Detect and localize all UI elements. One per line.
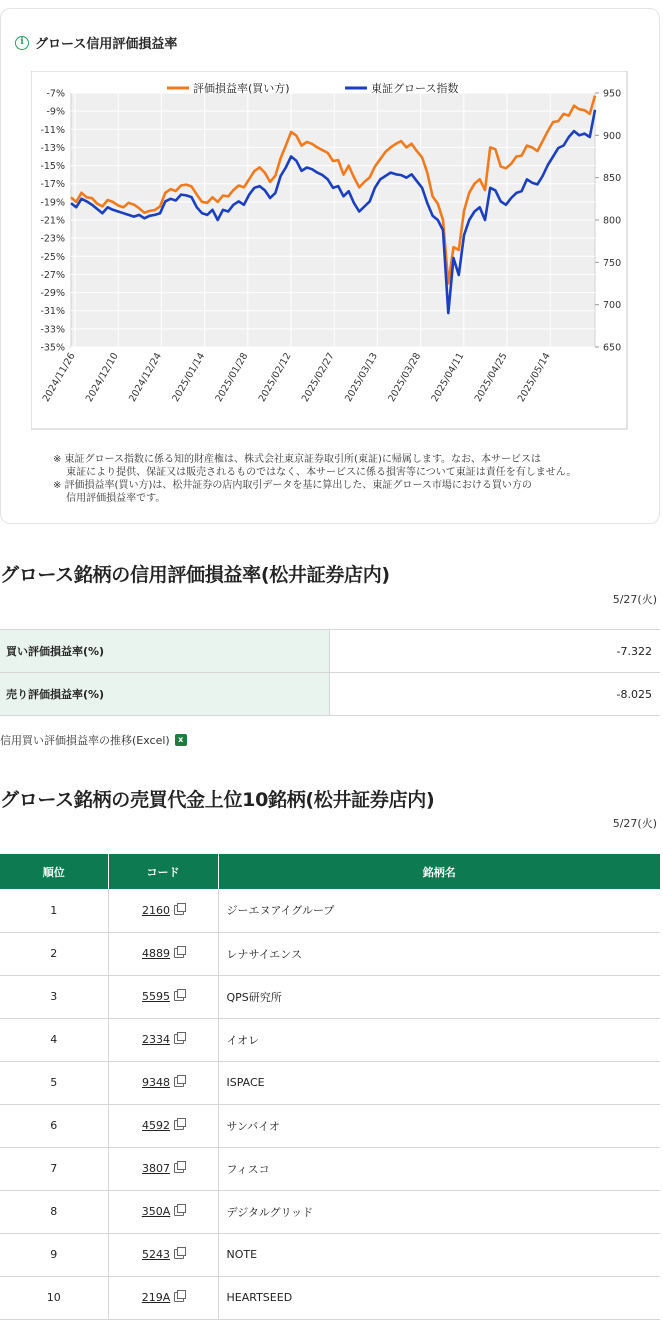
external-link-icon[interactable] [174,905,184,915]
stock-code-link[interactable]: 219A [141,1291,171,1304]
table-row [0,1018,660,1061]
stock-name-cell: レナサイエンス [218,932,660,975]
code-cell [108,1233,218,1276]
table-row [0,1061,660,1104]
x-tick-label: 2025/04/25 [472,351,510,404]
legend-label: 評価損益率(買い方) [193,82,290,95]
code-cell [108,1018,218,1061]
stock-name-cell: QPS研究所 [218,975,660,1018]
rank-cell: 8 [0,1190,108,1233]
line-chart [31,71,628,431]
note-line: ※ 評価損益率(買い方)は、松井証券の店内取引データを基に算出した、東証グロース市場における買い方の [53,480,532,491]
stock-code-link[interactable]: 4592 [142,1119,170,1132]
y-left-tick-label: -7% [46,88,65,100]
external-link-icon[interactable] [174,1249,184,1259]
rank-cell: 5 [0,1061,108,1104]
table-row [0,889,660,932]
x-tick-label: 2024/12/10 [83,351,121,404]
stock-code-link[interactable]: 4889 [142,947,170,960]
x-tick-label: 2024/11/26 [40,351,78,404]
y-left-tick-label: -23% [40,233,65,245]
y-left-tick-label: -15% [40,161,65,173]
x-tick-label: 2025/04/11 [429,351,467,404]
ranking-table [0,854,660,1320]
stock-name-cell: HEARTSEED [218,1276,660,1319]
x-tick-label: 2025/05/14 [515,351,553,404]
external-link-icon[interactable] [174,948,184,958]
stock-code-link[interactable]: 5243 [142,1248,170,1261]
stock-code-link[interactable]: 2160 [142,903,170,917]
code-cell [108,889,218,932]
x-tick-label: 2025/03/28 [386,351,424,404]
y-left-tick-label: -35% [40,342,65,354]
sell-rate-label: 売り評価損益率(%) [0,673,329,716]
stock-code-link[interactable]: 350A [141,1205,171,1218]
stock-name-cell: ジーエヌアイグループ [218,889,660,932]
chart-notes [53,453,576,505]
stock-name-cell: イオレ [218,1018,660,1061]
rank-cell: 6 [0,1104,108,1147]
code-cell [108,975,218,1018]
table-row [0,630,660,673]
y-left-tick-label: -21% [40,215,65,227]
code-cell [108,932,218,975]
rank-cell: 3 [0,975,108,1018]
eval-date: 5/27(火) [612,593,657,606]
external-link-icon[interactable] [174,1292,184,1302]
y-right-tick-label: 950 [603,88,622,100]
rank-cell: 10 [0,1276,108,1319]
rank-cell: 7 [0,1147,108,1190]
y-right-tick-label: 750 [603,257,622,269]
y-axis-left [40,89,65,354]
chart-card [0,8,660,524]
stock-name-cell: サンバイオ [218,1104,660,1147]
header-code: コード [108,854,218,889]
table-header-row [0,854,660,889]
header-name: 銘柄名 [218,854,660,889]
table-row [0,1276,660,1319]
external-link-icon[interactable] [174,1034,184,1044]
ranking-body [0,889,660,1319]
table-row [0,673,660,716]
stock-name-cell: フィスコ [218,1147,660,1190]
y-right-tick-label: 650 [603,342,622,354]
external-link-icon[interactable] [174,1206,184,1216]
y-left-tick-label: -17% [40,179,65,191]
table-row [0,1104,660,1147]
legend-label: 東証グロース指数 [371,82,459,95]
rank-date: 5/27(火) [612,817,657,830]
code-cell [108,1104,218,1147]
external-link-icon[interactable] [174,1077,184,1087]
y-right-tick-label: 900 [603,130,622,142]
stock-code-link[interactable]: 2334 [142,1033,170,1046]
rank-cell: 2 [0,932,108,975]
x-tick-label: 2025/02/12 [256,351,294,404]
table-row [0,975,660,1018]
stock-name-cell: デジタルグリッド [218,1190,660,1233]
rank-cell: 1 [0,889,108,932]
y-left-tick-label: -9% [46,106,65,118]
excel-icon[interactable]: x [175,734,187,746]
y-left-tick-label: -33% [40,324,65,336]
y-left-tick-label: -27% [40,269,65,281]
x-tick-label: 2025/02/27 [299,351,337,404]
external-link-icon[interactable] [174,1120,184,1130]
y-left-tick-label: -19% [40,197,65,209]
header-rank: 順位 [0,854,108,889]
table-row [0,1147,660,1190]
x-tick-label: 2024/12/24 [127,351,164,404]
eval-table [0,629,660,716]
rank-cell: 4 [0,1018,108,1061]
eval-section-title: グロース銘柄の信用評価損益率(松井証券店内) [0,564,390,586]
x-tick-label: 2025/01/14 [170,351,208,404]
y-left-tick-label: -11% [40,124,65,136]
buy-rate-value: -7.322 [329,630,660,673]
y-left-tick-label: -31% [40,306,65,318]
table-row [0,932,660,975]
info-icon: i [15,36,29,50]
sell-rate-value: -8.025 [329,673,660,716]
note-line: 信用評価損益率です。 [53,493,166,504]
code-cell [108,1061,218,1104]
external-link-icon[interactable] [174,991,184,1001]
stock-name-cell: NOTE [218,1233,660,1276]
table-row [0,1190,660,1233]
y-left-tick-label: -25% [40,251,65,263]
card-header [15,33,177,52]
stock-code-link[interactable]: 5595 [142,990,170,1003]
rank-section-title: グロース銘柄の売買代金上位10銘柄(松井証券店内) [0,789,435,811]
card-title: グロース信用評価損益率 [35,37,178,52]
note-line: ※ 東証グロース指数に係る知的財産権は、株式会社東京証券取引所(東証)に帰属します。なお、本サービスは [53,454,542,465]
external-link-icon[interactable] [174,1163,184,1173]
stock-code-link[interactable]: 3807 [142,1162,170,1175]
stock-name-cell: ISPACE [218,1061,660,1104]
y-right-tick-label: 800 [603,215,622,227]
excel-download-link[interactable] [0,732,187,748]
rank-cell: 9 [0,1233,108,1276]
y-left-tick-label: -29% [40,288,65,300]
code-cell [108,1147,218,1190]
x-tick-label: 2025/03/13 [343,351,380,404]
y-right-tick-label: 850 [603,173,622,185]
code-cell [108,1276,218,1319]
stock-code-link[interactable]: 9348 [142,1076,170,1089]
note-line: 東証により提供、保証又は販売されるものではなく、本サービスに係る損害等について東証は責任を有しません。 [53,467,577,478]
excel-link-label[interactable]: 信用買い評価損益率の推移(Excel) [0,734,170,747]
x-tick-label: 2025/01/28 [213,351,251,404]
y-left-tick-label: -13% [40,142,65,154]
code-cell [108,1190,218,1233]
y-right-tick-label: 700 [603,300,622,312]
buy-rate-label: 買い評価損益率(%) [0,630,329,673]
table-row [0,1233,660,1276]
